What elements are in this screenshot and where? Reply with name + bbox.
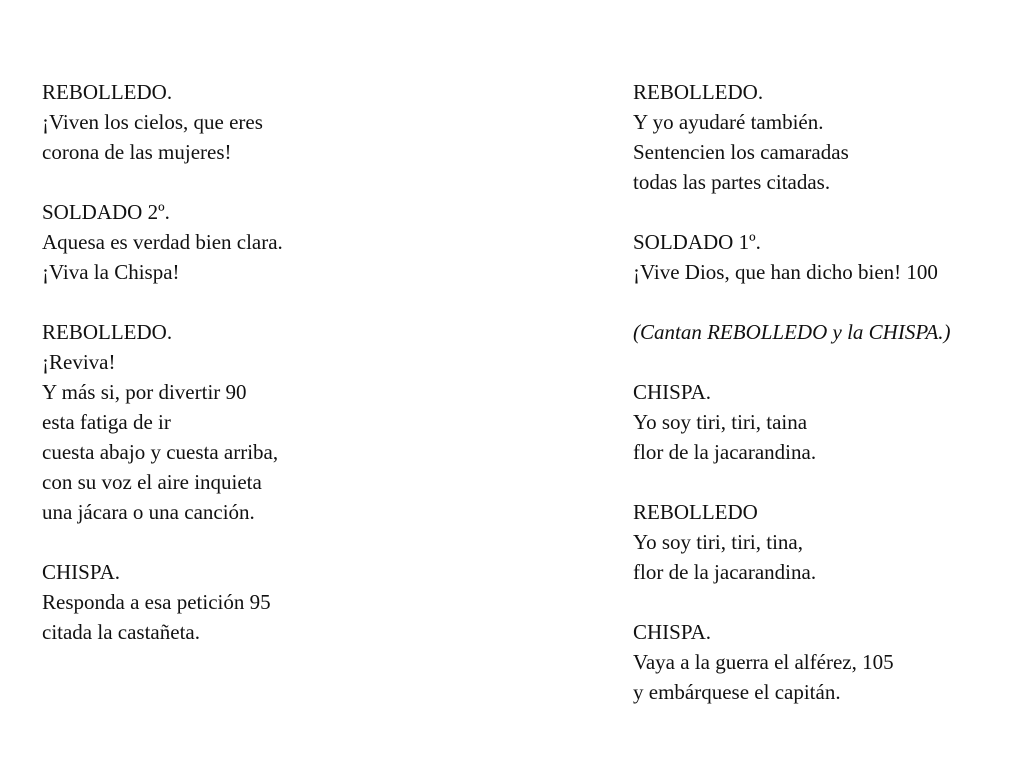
speaker-name: SOLDADO 2º.	[42, 200, 170, 224]
verse-line: flor de la jacarandina.	[633, 440, 817, 464]
verse-line: Sentencien los camaradas	[633, 140, 849, 164]
verse-line: con su voz el aire inquieta	[42, 470, 262, 494]
verse-line: citada la castañeta.	[42, 620, 200, 644]
verse-line: Responda a esa petición 95	[42, 590, 271, 614]
verse-line: Aquesa es verdad bien clara.	[42, 230, 283, 254]
verse-line: una jácara o una canción.	[42, 500, 255, 524]
verse-line: Y más si, por divertir 90	[42, 380, 247, 404]
verse-line: Y yo ayudaré también.	[633, 110, 824, 134]
verse-line: ¡Vive Dios, que han dicho bien! 100	[633, 260, 938, 284]
verse-line: ¡Viven los cielos, que eres	[42, 110, 263, 134]
verse-line: corona de las mujeres!	[42, 140, 232, 164]
verse-line: ¡Viva la Chispa!	[42, 260, 180, 284]
speech-block	[633, 497, 1013, 587]
speaker-name: REBOLLEDO.	[42, 320, 173, 344]
speaker-name: SOLDADO 1º.	[633, 230, 761, 254]
speech-block	[42, 197, 602, 287]
left-column	[42, 77, 602, 677]
speech-block	[633, 227, 1013, 287]
verse-line: todas las partes citadas.	[633, 170, 831, 194]
verse-line: y embárquese el capitán.	[633, 680, 841, 704]
speaker-name: CHISPA.	[42, 560, 121, 584]
speech-block	[42, 77, 602, 167]
verse-line: Yo soy tiri, tiri, taina	[633, 410, 808, 434]
verse-line: Yo soy tiri, tiri, tina,	[633, 530, 803, 554]
verse-line: cuesta abajo y cuesta arriba,	[42, 440, 279, 464]
speaker-name: CHISPA.	[633, 620, 712, 644]
verse-line: ¡Reviva!	[42, 350, 116, 374]
speaker-name: REBOLLEDO	[633, 500, 758, 524]
speaker-name: REBOLLEDO.	[42, 80, 173, 104]
speaker-name: REBOLLEDO.	[633, 80, 764, 104]
speech-block	[42, 557, 602, 647]
speech-block	[42, 317, 602, 527]
speaker-name: CHISPA.	[633, 380, 712, 404]
verse-line: Vaya a la guerra el alférez, 105	[633, 650, 894, 674]
right-column	[633, 77, 1013, 737]
verse-line: esta fatiga de ir	[42, 410, 171, 434]
speech-block	[633, 617, 1013, 707]
speech-block	[633, 77, 1013, 197]
verse-line: flor de la jacarandina.	[633, 560, 817, 584]
speech-block	[633, 377, 1013, 467]
stage-direction-block	[633, 317, 1013, 347]
stage-direction: (Cantan REBOLLEDO y la CHISPA.)	[633, 320, 951, 344]
